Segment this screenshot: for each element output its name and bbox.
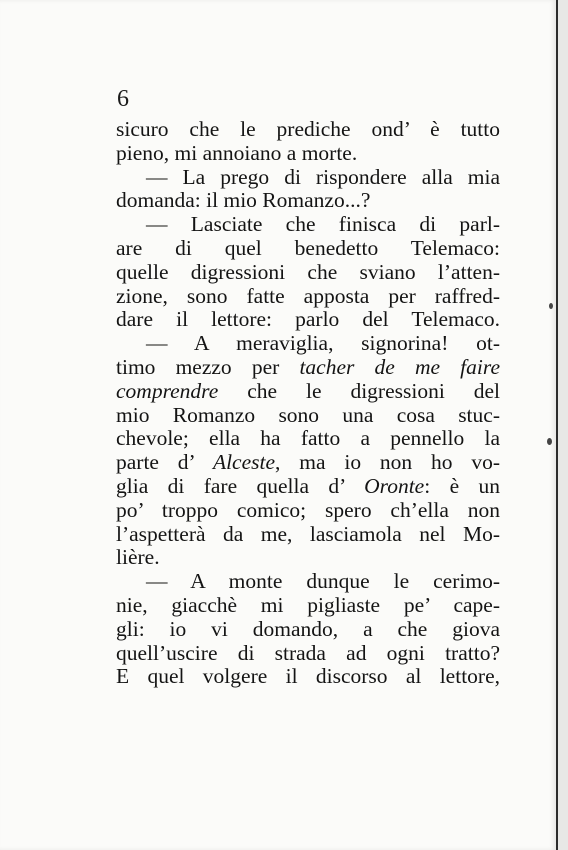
text-line — [116, 213, 500, 237]
text-run: — A monte dunque le cerimo- — [146, 569, 500, 594]
text-line — [116, 499, 500, 523]
page-number: 6 — [117, 86, 129, 112]
italic-text: comprendre — [116, 378, 219, 403]
text-run: parte d’ — [116, 450, 213, 475]
text-line — [116, 261, 500, 285]
text-run: timo mezzo per — [116, 354, 300, 379]
text-run: chevole; ella ha fatto a pennello la — [116, 426, 500, 451]
text-line — [116, 523, 500, 547]
text-run: — Lasciate che finisca di parl- — [146, 212, 500, 237]
text-line — [116, 404, 500, 428]
italic-text: tacher de me faire — [299, 354, 500, 379]
text-run: domanda: il mio Romanzo...? — [116, 188, 371, 213]
text-line — [116, 665, 500, 689]
text-line — [116, 380, 500, 404]
text-run: mio Romanzo sono una cosa stuc- — [116, 402, 500, 427]
text-line — [116, 285, 500, 309]
text-line — [116, 118, 500, 142]
text-run: quell’uscire di strada ad ogni tratto? — [116, 640, 500, 665]
text-line — [116, 189, 500, 213]
text-run: : è un — [424, 473, 500, 498]
text-line — [116, 356, 500, 380]
text-run: po’ troppo comico; spero ch’ella non — [116, 497, 500, 522]
text-line — [116, 570, 500, 594]
text-line — [116, 237, 500, 261]
ink-speck — [547, 438, 552, 445]
text-run: — La prego di rispondere alla mia — [146, 164, 500, 189]
italic-text: Oronte — [364, 473, 425, 498]
text-run: che le digressioni del — [218, 378, 500, 403]
text-run: — A meraviglia, signorina! ot- — [146, 331, 500, 356]
ink-speck — [549, 303, 553, 309]
text-run: lière. — [116, 545, 160, 570]
text-run: pieno, mi annoiano a morte. — [116, 140, 358, 165]
text-line — [116, 451, 500, 475]
text-run: nie, giacchè mi pigliaste pe’ cape- — [116, 592, 500, 617]
text-line — [116, 332, 500, 356]
text-line — [116, 427, 500, 451]
text-line — [116, 618, 500, 642]
text-run: zione, sono fatte apposta per raffred- — [116, 283, 500, 308]
text-run: glia di fare quella d’ — [116, 473, 365, 498]
text-run: are di quel benedetto Telemaco: — [116, 235, 500, 260]
text-line — [116, 308, 500, 332]
page-edge — [558, 0, 568, 850]
text-run: E quel volgere il discorso al lettore, — [116, 664, 500, 689]
text-line — [116, 475, 500, 499]
text-line — [116, 642, 500, 666]
text-run: , ma io non ho vo- — [275, 450, 500, 475]
text-line — [116, 594, 500, 618]
text-line — [116, 546, 500, 570]
text-line — [116, 166, 500, 190]
italic-text: Alceste — [212, 450, 276, 475]
body-text — [116, 118, 500, 689]
text-run: dare il lettore: parlo del Telemaco. — [116, 307, 500, 332]
text-run: sicuro che le prediche ond’ è tutto — [116, 117, 500, 141]
text-run: l’aspetterà da me, lasciamola nel Mo- — [116, 521, 500, 546]
text-run: quelle digressioni che sviano l’atten- — [116, 259, 500, 284]
text-line — [116, 142, 500, 166]
text-run: gli: io vi domando, a che giova — [116, 616, 500, 641]
